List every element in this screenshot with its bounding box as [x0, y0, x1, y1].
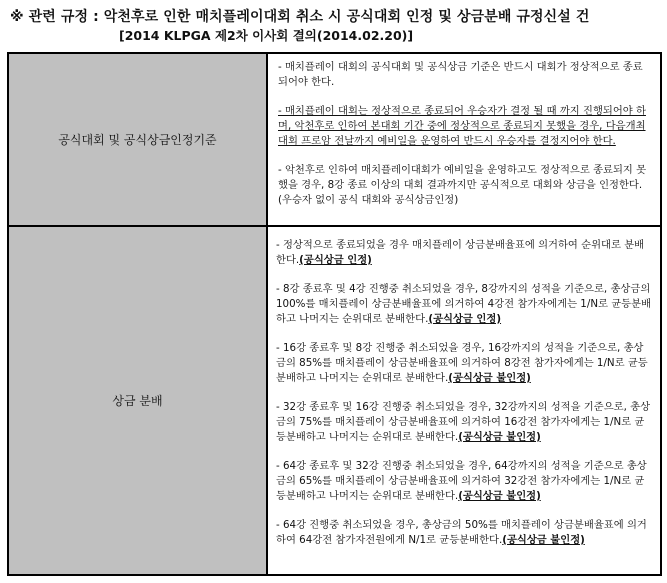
table-row [8, 226, 661, 575]
regulation-title: ※ 관련 규정 : 악천후로 인한 매치플레이대회 취소 시 공식대회 인정 및 상금분배 규정신설 건 [10, 9, 590, 25]
list-item-text: - 정상적으로 종료되었을 경우 매치플레이 상금분배율표에 의거하여 순위대로 분배한다. [276, 238, 645, 266]
list-item: - 매치플레이 대회의 공식대회 및 공식상금 기준은 반드시 대회가 정상적으로 종료되어야 한다. [278, 61, 643, 88]
list-item [276, 459, 652, 504]
row-content-prize-distribution [267, 226, 661, 575]
list-item-text: - 32강 종료후 및 16강 진행중 취소되었을 경우, 32강까지의 성적을 기준으로, 총상금의 75%를 매치플레이 상금분배율표에 의거하여 16강전 참가자에게는 1/N로 균등분배하고 나머지는 순위대로 분배한다. [276, 400, 651, 443]
list-item-text: - 16강 종료후 및 8강 진행중 취소되었을 경우, 16강까지의 성적을 기준으로, 총상금의 85%를 매치플레이 상금분배율표에 의거하여 8강전 참가자에게는 1/N로 균등분배하고 나머지는 순위대로 분배한다. [276, 341, 648, 384]
document-header [0, 0, 667, 46]
prize-status-tag: (공식상금 인정) [299, 253, 372, 266]
regulation-table [7, 52, 662, 576]
list-item: - 악천후로 인하여 매치플레이대회가 예비일을 운영하고도 정상적으로 종료되지 못했을 경우, 8강 종료 이상의 대회 결과까지만 공식적으로 대회와 상금을 인정한다.(우승자 없이 공식 대회와 공식상금인정) [278, 164, 647, 206]
list-item: - 매치플레이 대회는 정상적으로 종료되어 우승자가 결정 될 때 까지 진행되어야 하며, 악천후로 인하여 본대회 기간 중에 정상적으로 종료되지 못했을 경우, 다음개최 대회 프로암 전날까지 예비일을 운영하여 반드시 우승자를 결정지어야 한다. [278, 105, 646, 147]
list-item [276, 282, 652, 327]
row-label-prize-distribution: 상금 분배 [8, 226, 267, 575]
prize-status-tag: (공식상금 불인정) [502, 533, 585, 546]
list-item [276, 341, 652, 386]
row-label-official-standard: 공식대회 및 공식상금인정기준 [8, 53, 267, 226]
list-item [276, 400, 652, 445]
prize-status-tag: (공식상금 인정) [428, 312, 502, 325]
row-content-official-standard [267, 53, 661, 226]
list-item [276, 238, 652, 268]
list-item [276, 518, 652, 548]
table-row [8, 53, 661, 226]
list-item-text: - 64강 진행중 취소되었을 경우, 총상금의 50%를 매치플레이 상금분배율표에 의거하여 64강전 참가자전원에게 N/1로 균등분배한다. [276, 518, 647, 546]
prize-status-tag: (공식상금 불인정) [458, 489, 541, 502]
list-item-text: - 8강 종료후 및 4강 진행중 취소되었을 경우, 8강까지의 성적을 기준으로, 총상금의 100%를 매치플레이 상금분배율표에 의거하여 4강전 참가자에게는 1/N로 균등분배하고 나머지는 순위대로 분배한다. [276, 282, 652, 325]
resolution-reference: [2014 KLPGA 제2차 이사회 결의(2014.02.20)] [119, 28, 414, 43]
prize-status-tag: (공식상금 불인정) [458, 430, 541, 443]
list-item-text: - 64강 종료후 및 32강 진행중 취소되었을 경우, 64강까지의 성적을 기준으로 총상금의 65%를 매치플레이 상금분배율표에 의거하여 32강전 참가자에게는 1/N로 균등분배하고 나머지는 순위대로 분배한다. [276, 459, 647, 502]
prize-status-tag: (공식상금 불인정) [448, 371, 531, 384]
